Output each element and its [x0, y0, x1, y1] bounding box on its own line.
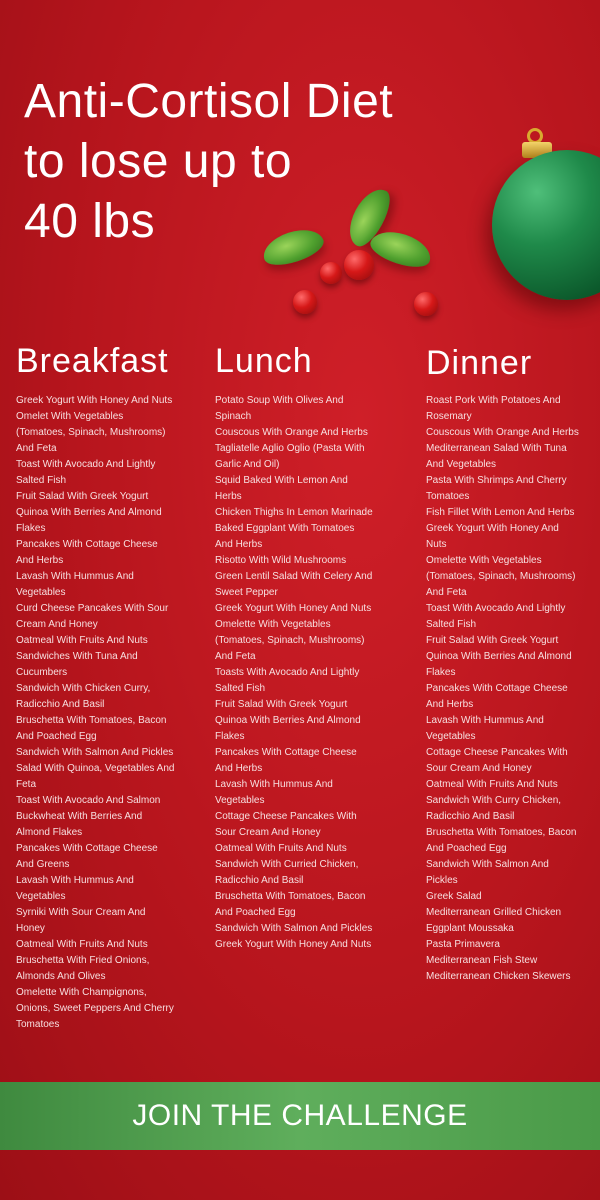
- breakfast-list: [16, 393, 196, 1033]
- meal-item: Omelette With Vegetables (Tomatoes, Spinach, Mushrooms) And Feta: [426, 555, 576, 598]
- lunch-heading: Lunch: [215, 342, 313, 380]
- berry-icon: [293, 290, 317, 314]
- title-line: to lose up to: [24, 135, 293, 188]
- meal-item: Pancakes With Cottage Cheese And Greens: [16, 843, 158, 870]
- meal-item: Salad With Quinoa, Vegetables And Feta: [16, 763, 175, 790]
- meal-item: Couscous With Orange And Herbs: [215, 427, 368, 438]
- berry-icon: [320, 262, 342, 284]
- meal-item: Cottage Cheese Pancakes With Sour Cream And Honey: [215, 811, 357, 838]
- dinner-list: [426, 393, 600, 985]
- meal-item: Tagliatelle Aglio Oglio (Pasta With Garlic And Oil): [215, 443, 365, 470]
- meal-item: Bruschetta With Tomatoes, Bacon And Poached Egg: [426, 827, 577, 854]
- meal-item: Sandwich With Curry Chicken, Radicchio And Basil: [426, 795, 562, 822]
- berry-icon: [414, 292, 438, 316]
- meal-item: Sandwich With Salmon And Pickles: [426, 859, 549, 886]
- ornament-ball-icon: [492, 150, 600, 300]
- meal-item: Green Lentil Salad With Celery And Sweet Pepper: [215, 571, 373, 598]
- meal-item: Oatmeal With Fruits And Nuts: [16, 939, 148, 950]
- meal-item: Bruschetta With Tomatoes, Bacon And Poached Egg: [16, 715, 167, 742]
- meal-item: Cottage Cheese Pancakes With Sour Cream And Honey: [426, 747, 568, 774]
- meal-item: Greek Yogurt With Honey And Nuts: [16, 395, 173, 406]
- meal-item: Chicken Thighs In Lemon Marinade: [215, 507, 373, 518]
- meal-item: Greek Yogurt With Honey And Nuts: [215, 603, 372, 614]
- meal-item: Quinoa With Berries And Almond Flakes: [16, 507, 162, 534]
- breakfast-column: [16, 342, 196, 1033]
- meal-item: Toast With Avocado And Lightly Salted Fish: [16, 459, 156, 486]
- meal-item: Bruschetta With Fried Onions, Almonds And Olives: [16, 955, 150, 982]
- meal-item: Lavash With Hummus And Vegetables: [16, 571, 134, 598]
- meal-item: Greek Yogurt With Honey And Nuts: [426, 523, 559, 550]
- meal-item: Buckwheat With Berries And Almond Flakes: [16, 811, 143, 838]
- meal-item: Fruit Salad With Greek Yogurt: [16, 491, 149, 502]
- meal-item: Toasts With Avocado And Lightly Salted Fish: [215, 667, 360, 694]
- meal-item: Pancakes With Cottage Cheese And Herbs: [426, 683, 568, 710]
- meal-item: Omelette With Champignons, Onions, Sweet Peppers And Cherry Tomatoes: [16, 987, 174, 1030]
- meal-item: Oatmeal With Fruits And Nuts: [16, 635, 148, 646]
- lunch-column: [215, 342, 405, 953]
- lunch-list: [215, 393, 405, 953]
- meal-item: Omelet With Vegetables (Tomatoes, Spinach, Mushrooms) And Feta: [16, 411, 166, 454]
- meal-item: Quinoa With Berries And Almond Flakes: [426, 651, 572, 678]
- meal-item: Fish Fillet With Lemon And Herbs: [426, 507, 575, 518]
- page-title: [24, 72, 494, 252]
- meal-item: Toast With Avocado And Salmon: [16, 795, 161, 806]
- breakfast-heading: Breakfast: [16, 342, 169, 380]
- meal-item: Eggplant Moussaka: [426, 923, 514, 934]
- meal-item: Sandwich With Salmon And Pickles: [215, 923, 373, 934]
- meal-item: Sandwich With Chicken Curry, Radicchio And Basil: [16, 683, 151, 710]
- meal-item: Pasta Primavera: [426, 939, 500, 950]
- berry-icon: [344, 250, 374, 280]
- meal-item: Lavash With Hummus And Vegetables: [16, 875, 134, 902]
- meal-item: Mediterranean Salad With Tuna And Vegetables: [426, 443, 567, 470]
- dinner-heading: Dinner: [426, 344, 533, 382]
- meal-item: Baked Eggplant With Tomatoes And Herbs: [215, 523, 355, 550]
- meal-item: Couscous With Orange And Herbs: [426, 427, 579, 438]
- meal-item: Syrniki With Sour Cream And Honey: [16, 907, 146, 934]
- meal-item: Mediterranean Fish Stew: [426, 955, 538, 966]
- meal-item: Bruschetta With Tomatoes, Bacon And Poached Egg: [215, 891, 366, 918]
- meal-item: Pasta With Shrimps And Cherry Tomatoes: [426, 475, 567, 502]
- meal-item: Mediterranean Grilled Chicken: [426, 907, 562, 918]
- meal-item: Roast Pork With Potatoes And Rosemary: [426, 395, 561, 422]
- meal-item: Sandwich With Salmon And Pickles: [16, 747, 174, 758]
- meal-item: Sandwich With Curried Chicken, Radicchio And Basil: [215, 859, 359, 886]
- meal-item: Curd Cheese Pancakes With Sour Cream And Honey: [16, 603, 169, 630]
- join-challenge-button[interactable]: JOIN THE CHALLENGE: [0, 1082, 600, 1150]
- meal-item: Fruit Salad With Greek Yogurt: [426, 635, 559, 646]
- meal-item: Omelette With Vegetables (Tomatoes, Spinach, Mushrooms) And Feta: [215, 619, 365, 662]
- meal-item: Pancakes With Cottage Cheese And Herbs: [215, 747, 357, 774]
- meal-item: Squid Baked With Lemon And Herbs: [215, 475, 348, 502]
- meal-item: Oatmeal With Fruits And Nuts: [426, 779, 558, 790]
- meal-item: Risotto With Wild Mushrooms: [215, 555, 347, 566]
- meal-item: Lavash With Hummus And Vegetables: [426, 715, 544, 742]
- meal-item: Mediterranean Chicken Skewers: [426, 971, 571, 982]
- meal-item: Sandwiches With Tuna And Cucumbers: [16, 651, 138, 678]
- meal-item: Potato Soup With Olives And Spinach: [215, 395, 344, 422]
- meal-item: Pancakes With Cottage Cheese And Herbs: [16, 539, 158, 566]
- meal-item: Greek Yogurt With Honey And Nuts: [215, 939, 372, 950]
- dinner-column: [426, 344, 600, 985]
- meal-item: Quinoa With Berries And Almond Flakes: [215, 715, 361, 742]
- meal-item: Oatmeal With Fruits And Nuts: [215, 843, 347, 854]
- meal-item: Toast With Avocado And Lightly Salted Fish: [426, 603, 566, 630]
- meal-item: Fruit Salad With Greek Yogurt: [215, 699, 348, 710]
- meal-item: Lavash With Hummus And Vegetables: [215, 779, 333, 806]
- meal-item: Greek Salad: [426, 891, 482, 902]
- title-line: 40 lbs: [24, 195, 156, 248]
- title-line: Anti-Cortisol Diet: [24, 75, 394, 128]
